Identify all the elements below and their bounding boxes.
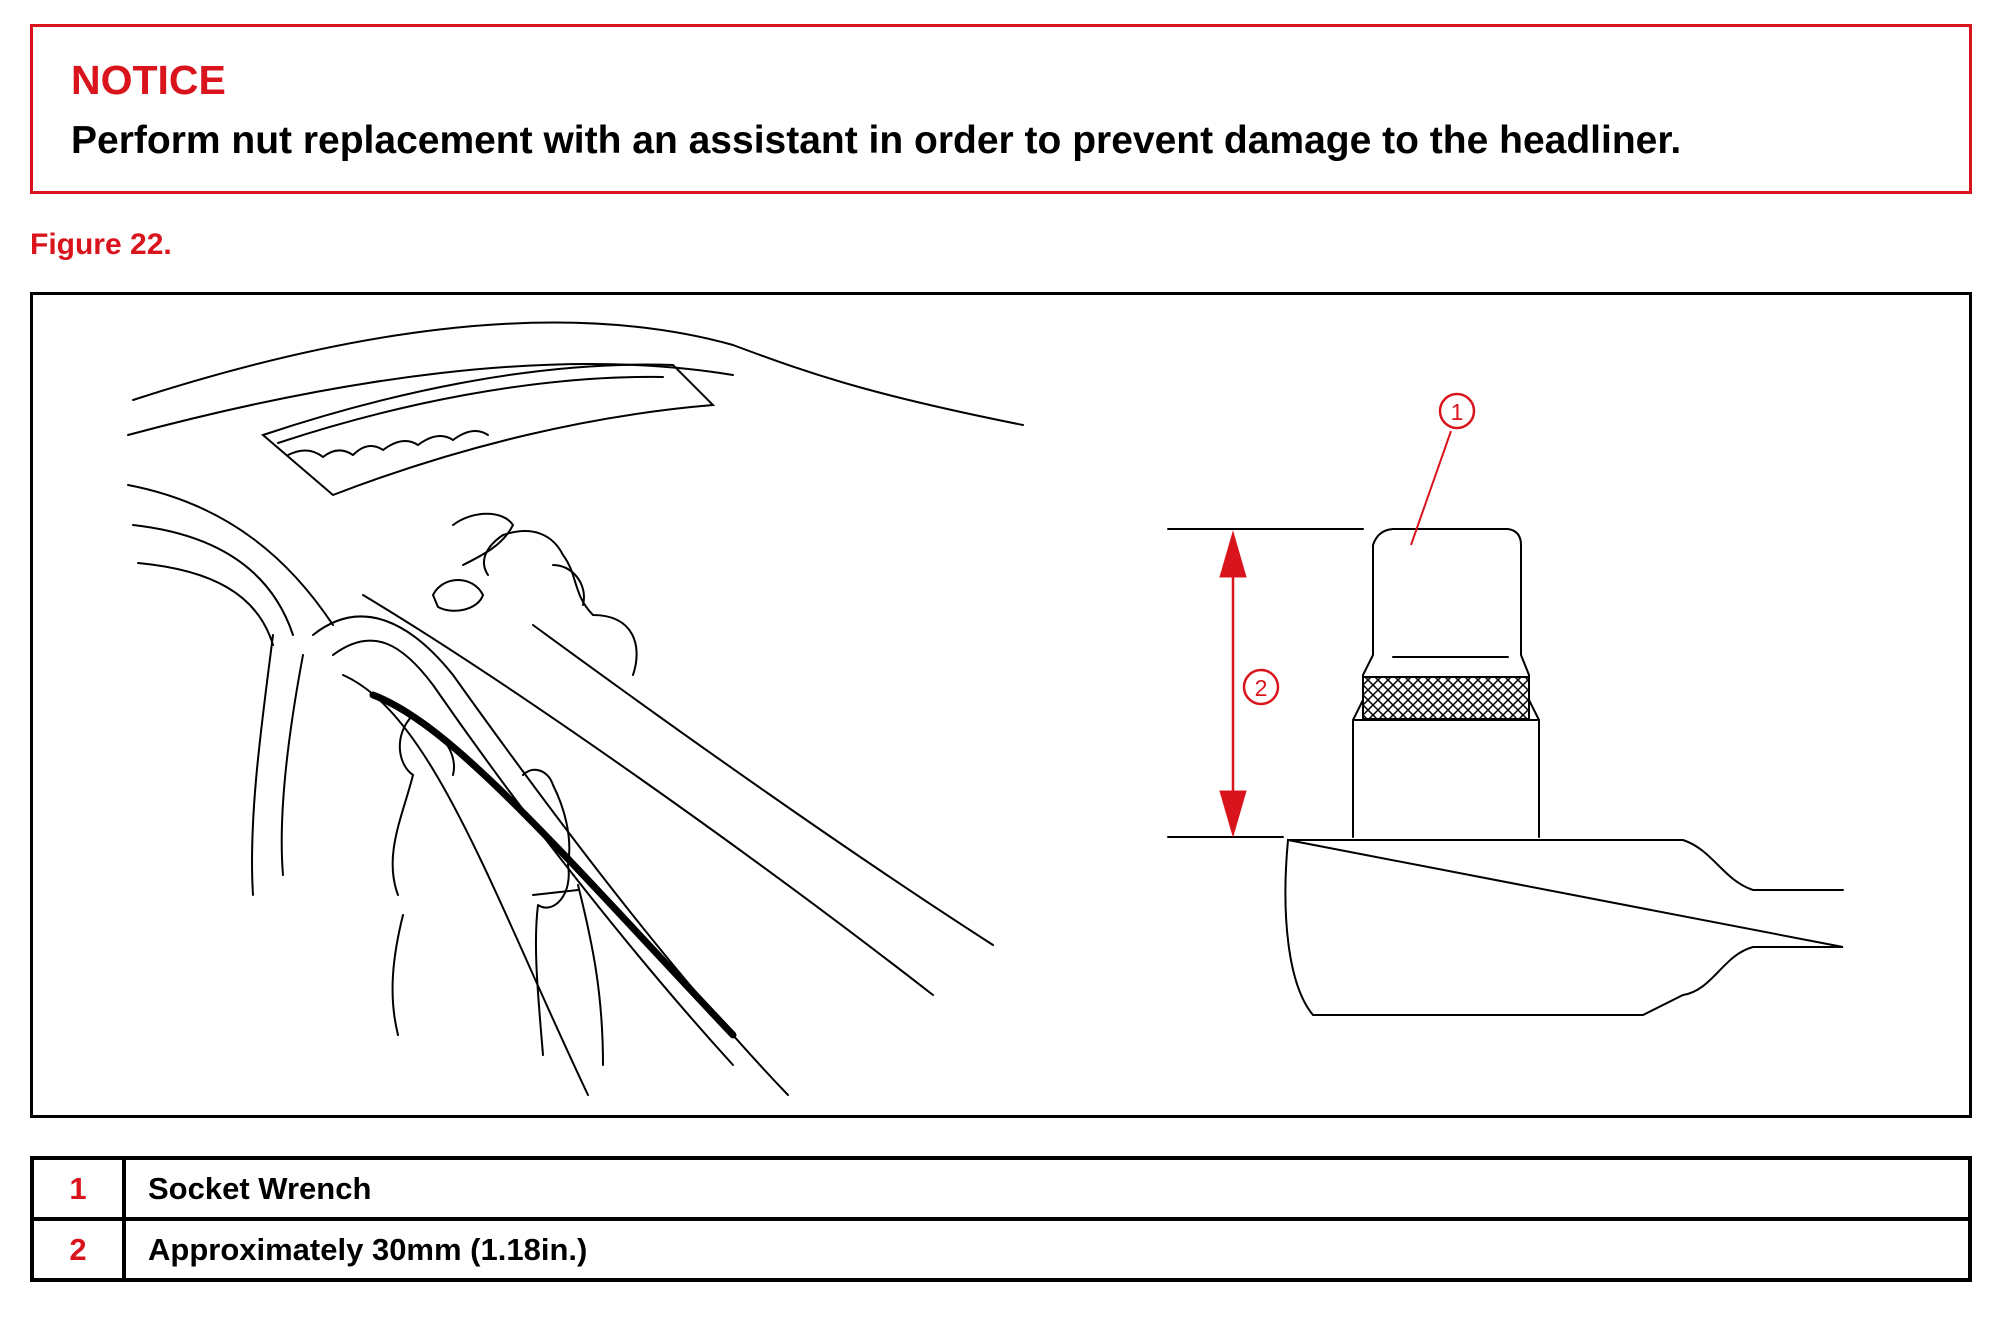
legend-row <box>32 1219 1970 1280</box>
weatherstrip <box>373 695 733 1035</box>
legend-number: 1 <box>32 1158 124 1219</box>
callout-2-label: 2 <box>1254 675 1268 701</box>
ratchet-handle <box>1285 840 1843 1015</box>
lower-left-hand <box>393 715 454 1035</box>
notice-title: NOTICE <box>71 57 226 103</box>
socket-knurl <box>1363 677 1529 719</box>
legend-table <box>30 1156 1972 1282</box>
legend-row <box>32 1158 1970 1219</box>
legend-number: 2 <box>32 1219 124 1280</box>
notice-box <box>30 24 1972 194</box>
legend-description: Socket Wrench <box>124 1158 1970 1219</box>
arrow-head-down <box>1220 791 1246 836</box>
callout-1-label: 1 <box>1450 399 1464 425</box>
roof-outline <box>133 323 1023 425</box>
windshield-frame <box>313 616 788 1095</box>
notice-text: Perform nut replacement with an assistant in order to prevent damage to the headliner. <box>71 119 1682 162</box>
illustration-drawing <box>33 295 1969 1115</box>
arrow-head-up <box>1220 532 1246 577</box>
upper-hand <box>484 531 637 675</box>
legend-description: Approximately 30mm (1.18in.) <box>124 1219 1970 1280</box>
figure-illustration <box>30 292 1972 1118</box>
sunroof-opening <box>263 365 713 495</box>
callout-1-leader <box>1411 431 1451 545</box>
lower-right-hand <box>523 770 603 1065</box>
figure-caption: Figure 22. <box>30 228 172 261</box>
